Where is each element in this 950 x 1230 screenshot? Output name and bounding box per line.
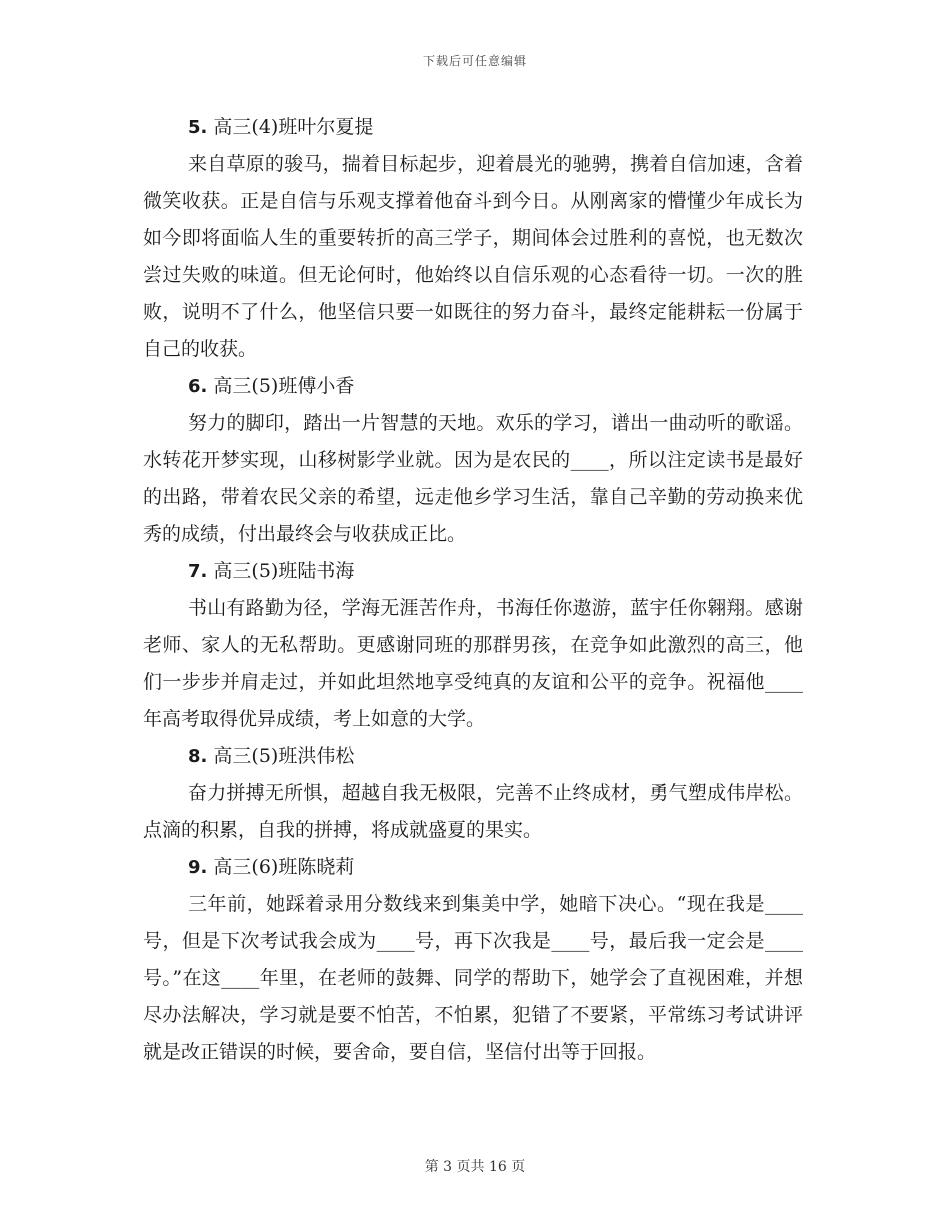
- section-title: 高三(4)班叶尔夏提: [207, 116, 374, 138]
- section-heading: [143, 738, 803, 775]
- page-header: 下载后可任意编辑: [422, 54, 527, 68]
- section-number: 9.: [188, 857, 208, 878]
- section-title: 高三(5)班陆书海: [207, 560, 355, 582]
- section-6: [143, 368, 803, 553]
- section-number: 5.: [188, 117, 208, 138]
- section-title: 高三(5)班傅小香: [207, 375, 355, 397]
- section-paragraph: 来自草原的骏马，揣着目标起步，迎着晨光的驰骋，携着自信加速，含着微笑收获。正是自信与乐观支撑着他奋斗到今日。从刚离家的懵懂少年成长为如今即将面临人生的重要转折的高三学子，期间体会过胜利的喜悦，也无数次尝过失败的味道。但无论何时，他始终以自信乐观的心态看待一切。一次的胜败，说明不了什么，他坚信只要一如既往的努力奋斗，最终定能耕耘一份属于自己的收获。: [143, 153, 803, 360]
- section-paragraph: 奋力拼搏无所惧，超越自我无极限，完善不止终成材，勇气塑成伟岸松。点滴的积累，自我的拼搏，将成就盛夏的果实。: [143, 782, 803, 841]
- section-title: 高三(6)班陈晓莉: [207, 856, 355, 878]
- section-number: 8.: [188, 746, 208, 767]
- section-number: 6.: [188, 376, 208, 397]
- section-title: 高三(5)班洪伟松: [207, 745, 355, 767]
- section-paragraph: 书山有路勤为径，学海无涯苦作舟，书海任你遨游，蓝宇任你翱翔。感谢老师、家人的无私帮助。更感谢同班的那群男孩，在竞争如此激烈的高三，他们一步步并肩走过，并如此坦然地享受纯真的友谊和公平的竞争。祝福他____年高考取得优异成绩，考上如意的大学。: [143, 597, 803, 730]
- section-heading: [143, 109, 803, 146]
- section-7: [143, 553, 803, 738]
- section-paragraph: 三年前，她踩着录用分数线来到集美中学，她暗下决心。“现在我是____号，但是下次考试我会成为____号，再下次我是____号，最后我一定会是____号。”在这____年里，在老师的鼓舞、同学的帮助下，她学会了直视困难，并想尽办法解决，学习就是要不怕苦，不怕累，犯错了不要紧，平常练习考试讲评就是改正错误的时候，要舍命，要自信，坚信付出等于回报。: [143, 893, 803, 1063]
- section-heading: [143, 368, 803, 405]
- section-number: 7.: [188, 561, 208, 582]
- section-5: [143, 109, 803, 368]
- document-body: [143, 109, 803, 1071]
- section-heading: [143, 553, 803, 590]
- section-8: [143, 738, 803, 849]
- page-footer: 第 3 页共 16 页: [424, 1159, 526, 1175]
- section-heading: [143, 849, 803, 886]
- section-9: [143, 849, 803, 1071]
- section-paragraph: 努力的脚印，踏出一片智慧的天地。欢乐的学习，谱出一曲动听的歌谣。水转花开梦实现，山移树影学业就。因为是农民的____，所以注定读书是最好的出路，带着农民父亲的希望，远走他乡学习生活，靠自己辛勤的劳动换来优秀的成绩，付出最终会与收获成正比。: [143, 412, 803, 545]
